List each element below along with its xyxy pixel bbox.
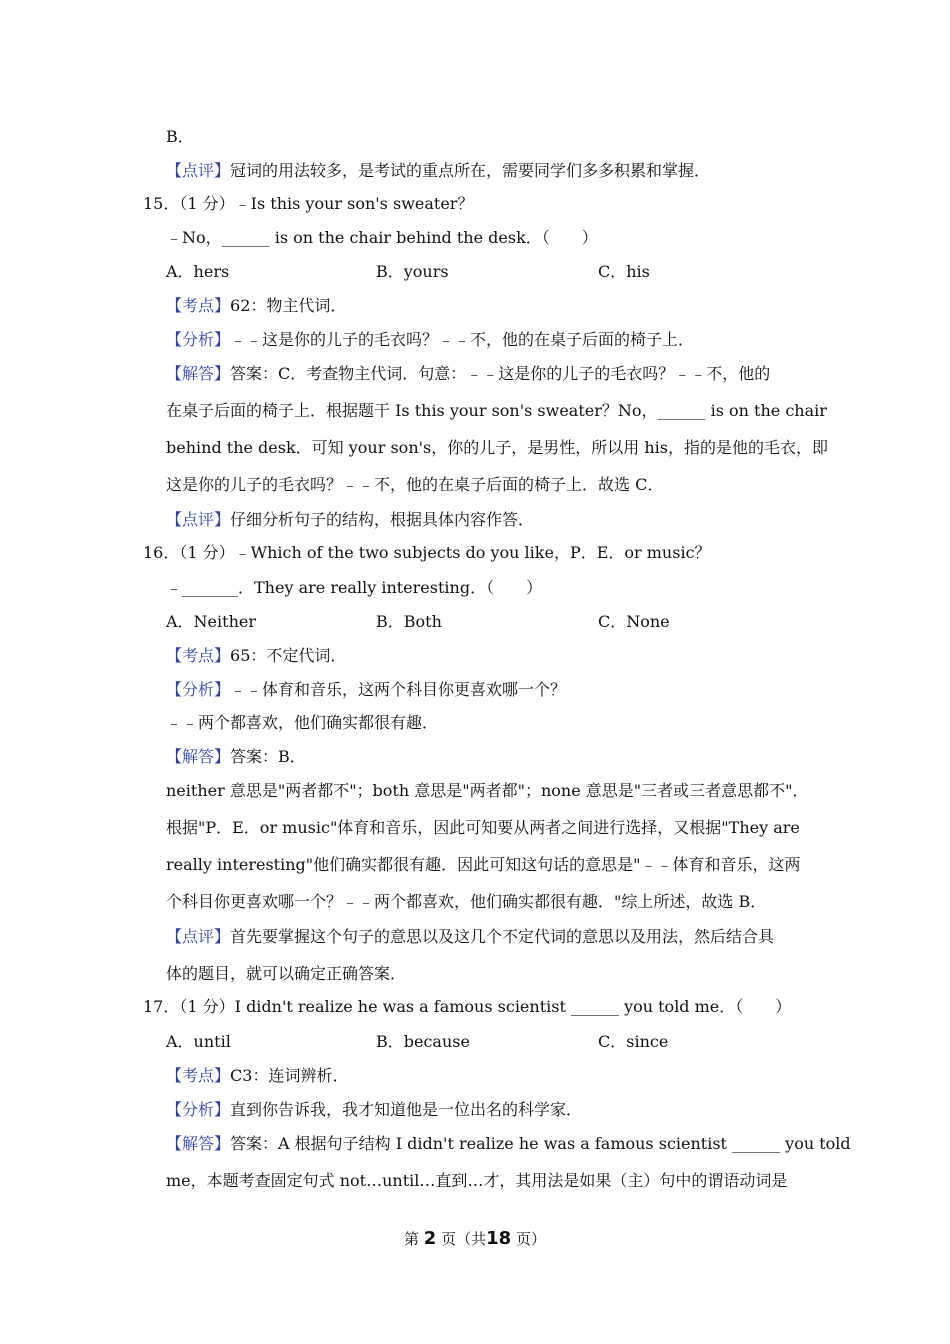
q16-kaodian-text: 65：不定代词． [230,646,347,665]
footer-middle: 页（共 [441,1230,487,1248]
dianping-tag: 【点评】 [166,161,231,180]
q17-option-a: A．until [166,1032,231,1051]
jieda-tag: 【解答】 [166,364,231,383]
q16-jieda-line3: really interesting"他们确实都很有趣．因此可知这句话的意思是"﹣﹣体育和音乐，这两 [166,855,801,874]
q14-answer-line: B． [166,127,194,146]
q16-score: （1 分） [179,543,235,562]
footer-suffix: 页） [515,1230,546,1248]
q16-jieda [166,747,306,767]
q16-fenxi-line2: ﹣﹣两个都喜欢，他们确实都很有趣． [166,713,439,732]
q15-dianping-text: 仔细分析句子的结构，根据具体内容作答． [230,510,535,529]
q16-number: 16． [143,543,180,562]
q15-stem2: ﹣No，______ is on the chair behind the desk．（ ） [166,228,598,247]
q15-dianping [166,510,534,530]
q17-fenxi-text: 直到你告诉我，我才知道他是一位出名的科学家． [230,1100,583,1119]
kaodian-tag: 【考点】 [166,646,231,665]
jieda-tag: 【解答】 [166,1134,231,1153]
q17-stem [143,997,791,1017]
dianping-tag: 【点评】 [166,510,231,529]
q17-stem-text: I didn't realize he was a famous scientist ______ you told me．（ ） [234,997,792,1016]
q16-dianping-line1: 首先要掌握这个句子的意思以及这几个不定代词的意思以及用法，然后结合具 [230,927,775,946]
kaodian-tag: 【考点】 [166,1066,231,1085]
q15-score: （1 分） [179,194,235,213]
q16-option-b: B．Both [376,612,442,631]
dianping-tag: 【点评】 [166,927,231,946]
footer-page-number: 2 [423,1228,437,1249]
q17-score: （1 分） [179,997,235,1016]
q15-fenxi-text: ﹣﹣这是你的儿子的毛衣吗？﹣﹣不，他的在桌子后面的椅子上． [230,330,695,349]
fenxi-tag: 【分析】 [166,1100,231,1119]
jieda-tag: 【解答】 [166,747,231,766]
q15-jieda-line1: 答案：C．考查物主代词．句意：﹣﹣这是你的儿子的毛衣吗？﹣﹣不，他的 [230,364,771,383]
q17-fenxi [166,1100,582,1120]
footer-total-pages: 18 [486,1228,512,1249]
q16-jieda-line0: 答案：B． [230,747,306,766]
q16-stem [143,543,711,563]
q16-option-a: A．Neither [166,612,256,631]
q17-number: 17． [143,997,180,1016]
kaodian-tag: 【考点】 [166,296,231,315]
q17-option-b: B．because [376,1032,470,1051]
q17-jieda-line2: me，本题考查固定句式 not…until…直到…才，其用法是如果（主）句中的谓语动词是 [166,1171,788,1190]
q17-kaodian-text: C3：连词辨析． [230,1066,349,1085]
page-footer [0,1228,950,1250]
q17-jieda-line1: 答案：A 根据句子结构 I didn't realize he was a famous scientist ______ you told [230,1134,851,1153]
q15-jieda-line2: 在桌子后面的椅子上．根据题干 Is this your son's sweater？No，______ is on the chair [166,401,827,420]
fenxi-tag: 【分析】 [166,330,231,349]
q16-dianping-line2: 体的题目，就可以确定正确答案． [166,964,407,983]
q15-option-b: B．yours [376,262,449,281]
q15-jieda [166,364,770,384]
q15-kaodian-text: 62：物主代词． [230,296,347,315]
footer-prefix: 第 [404,1230,420,1248]
q16-dianping [166,927,774,947]
fenxi-tag: 【分析】 [166,680,231,699]
q16-stem1: ﹣Which of the two subjects do you like，P．E．or music？ [234,543,711,562]
q14-comment [166,161,710,181]
q14-comment-text: 冠词的用法较多，是考试的重点所在，需要同学们多多积累和掌握． [230,161,711,180]
q16-fenxi-line1: ﹣﹣体育和音乐，这两个科目你更喜欢哪一个？ [230,680,567,699]
q15-stem1: ﹣Is this your son's sweater？ [234,194,474,213]
q15-stem [143,194,473,214]
q17-kaodian [166,1066,348,1086]
q17-option-c: C．since [598,1032,669,1051]
q15-fenxi [166,330,694,350]
q15-jieda-line3: behind the desk．可知 your son's，你的儿子，是男性，所以用 his，指的是他的毛衣，即 [166,438,828,457]
q16-jieda-line2: 根据"P．E．or music"体育和音乐，因此可知要从两者之间进行选择，又根据"They are [166,818,800,837]
q16-stem2: ﹣_______．They are really interesting．（ ） [166,578,543,597]
q15-number: 15． [143,194,180,213]
q15-option-c: C．his [598,262,650,281]
q17-jieda [166,1134,851,1154]
q15-kaodian [166,296,346,316]
q16-option-c: C．None [598,612,670,631]
q16-kaodian [166,646,346,666]
q16-fenxi [166,680,566,700]
q15-option-a: A．hers [166,262,230,281]
q15-jieda-line4: 这是你的儿子的毛衣吗？﹣﹣不，他的在桌子后面的椅子上．故选 C． [166,475,664,494]
q16-jieda-line1: neither 意思是"两者都不"；both 意思是"两者都"；none 意思是"三者或三者意思都不"． [166,781,809,800]
q16-jieda-line4: 个科目你更喜欢哪一个？﹣﹣两个都喜欢，他们确实都很有趣．"综上所述，故选 B． [166,892,767,911]
